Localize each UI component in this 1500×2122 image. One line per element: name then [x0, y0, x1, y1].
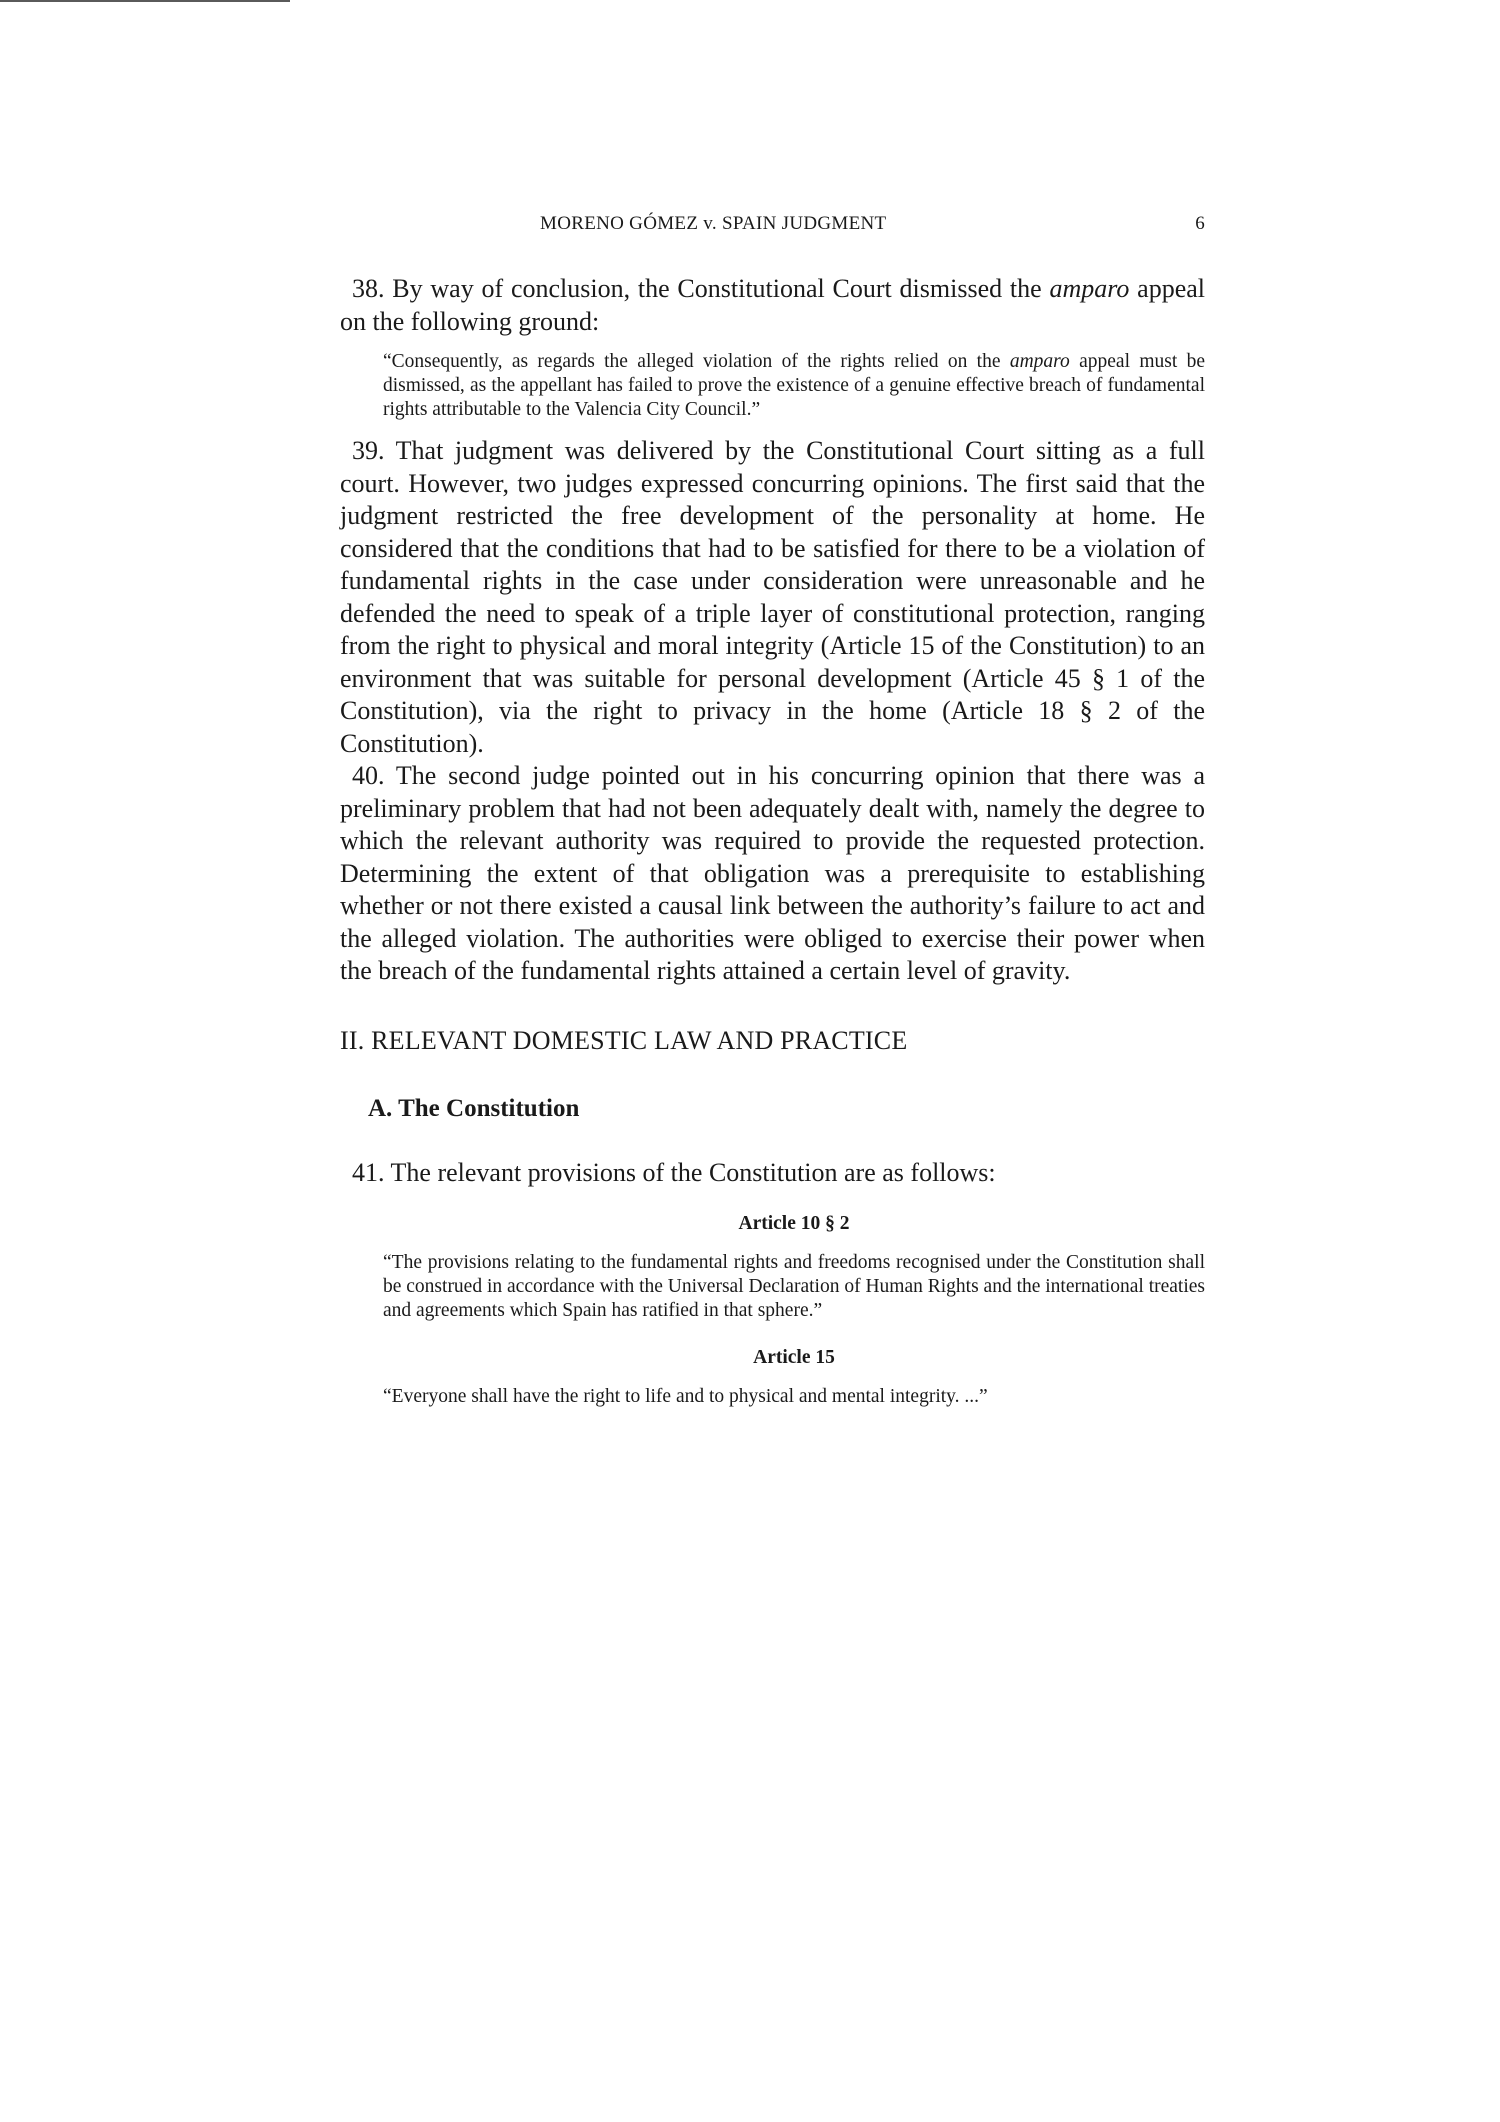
quote-paragraph-38: [383, 350, 1205, 422]
running-header: [340, 205, 1205, 235]
article-15-title: Article 15: [753, 1347, 835, 1368]
paragraph-number: 38.: [352, 274, 385, 303]
paragraph-40: [340, 760, 1205, 988]
paragraph-text: The relevant provisions of the Constitution are as follows:: [390, 1157, 996, 1187]
paragraph-number: 39.: [352, 436, 385, 465]
page-number: 6: [1195, 213, 1205, 234]
document-page: [340, 205, 1205, 1409]
paragraph-number: 40.: [352, 761, 385, 790]
header-title: MORENO GÓMEZ v. SPAIN JUDGMENT: [540, 213, 887, 234]
quote-text: “Consequently, as regards the alleged violation of the rights relied on the: [383, 351, 1001, 372]
article-15-text: “Everyone shall have the right to life and to physical and mental integrity. ...”: [383, 1386, 988, 1407]
article-10-text: “The provisions relating to the fundamental rights and freedoms recognised under the Constitution shall be construed in accordance with the Universal Declaration of Human Rights and the international treaties and agreements which Spain has ratified in that sphere.”: [383, 1252, 1205, 1321]
scan-edge-line: [0, 0, 290, 2]
article-10-title: Article 10 § 2: [738, 1213, 850, 1234]
italic-term: amparo: [1009, 351, 1070, 372]
paragraph-number: 41.: [352, 1157, 385, 1187]
paragraph-text: The second judge pointed out in his concurring opinion that there was a preliminary problem that had not been adequately dealt with, namely the degree to which the relevant authority was required to provide the requested protection. Determining the extent of that obligation was a prerequisite to establishing whether or not there existed a causal link between the authority’s failure to act and the alleged violation. The authorities were obliged to exercise their power when the breach of the fundamental rights attained a certain level of gravity.: [340, 761, 1206, 985]
italic-term: amparo: [1049, 274, 1130, 303]
subsection-heading-a: A. The Constitution: [368, 1094, 580, 1122]
paragraph-text: That judgment was delivered by the Constitutional Court sitting as a full court. However, two judges expressed concurring opinions. The first said that the judgment restricted the free development of the personality at home. He considered that the conditions that had to be satisfied for there to be a violation of fundamental rights in the case under consideration were unreasonable and he defended the need to speak of a triple layer of constitutional protection, ranging from the right to physical and moral integrity (Article 15 of the Constitution) to an environment that was suitable for personal development (Article 45 § 1 of the Constitution), via the right to privacy in the home (Article 18 § 2 of the Constitution).: [340, 436, 1205, 758]
paragraph-text: appeal on the following ground:: [340, 274, 1205, 336]
quote-text: appeal must be dismissed, as the appellant has failed to prove the existence of a genuine effective breach of fundamental rights attributable to the Valencia City Council.”: [383, 351, 1206, 420]
paragraph-41: [340, 1157, 1205, 1190]
paragraph-38: [340, 273, 1205, 338]
paragraph-text: By way of conclusion, the Constitutional Court dismissed the: [392, 274, 1042, 303]
paragraph-39: [340, 435, 1205, 760]
section-heading-ii: II. RELEVANT DOMESTIC LAW AND PRACTICE: [340, 1025, 908, 1055]
